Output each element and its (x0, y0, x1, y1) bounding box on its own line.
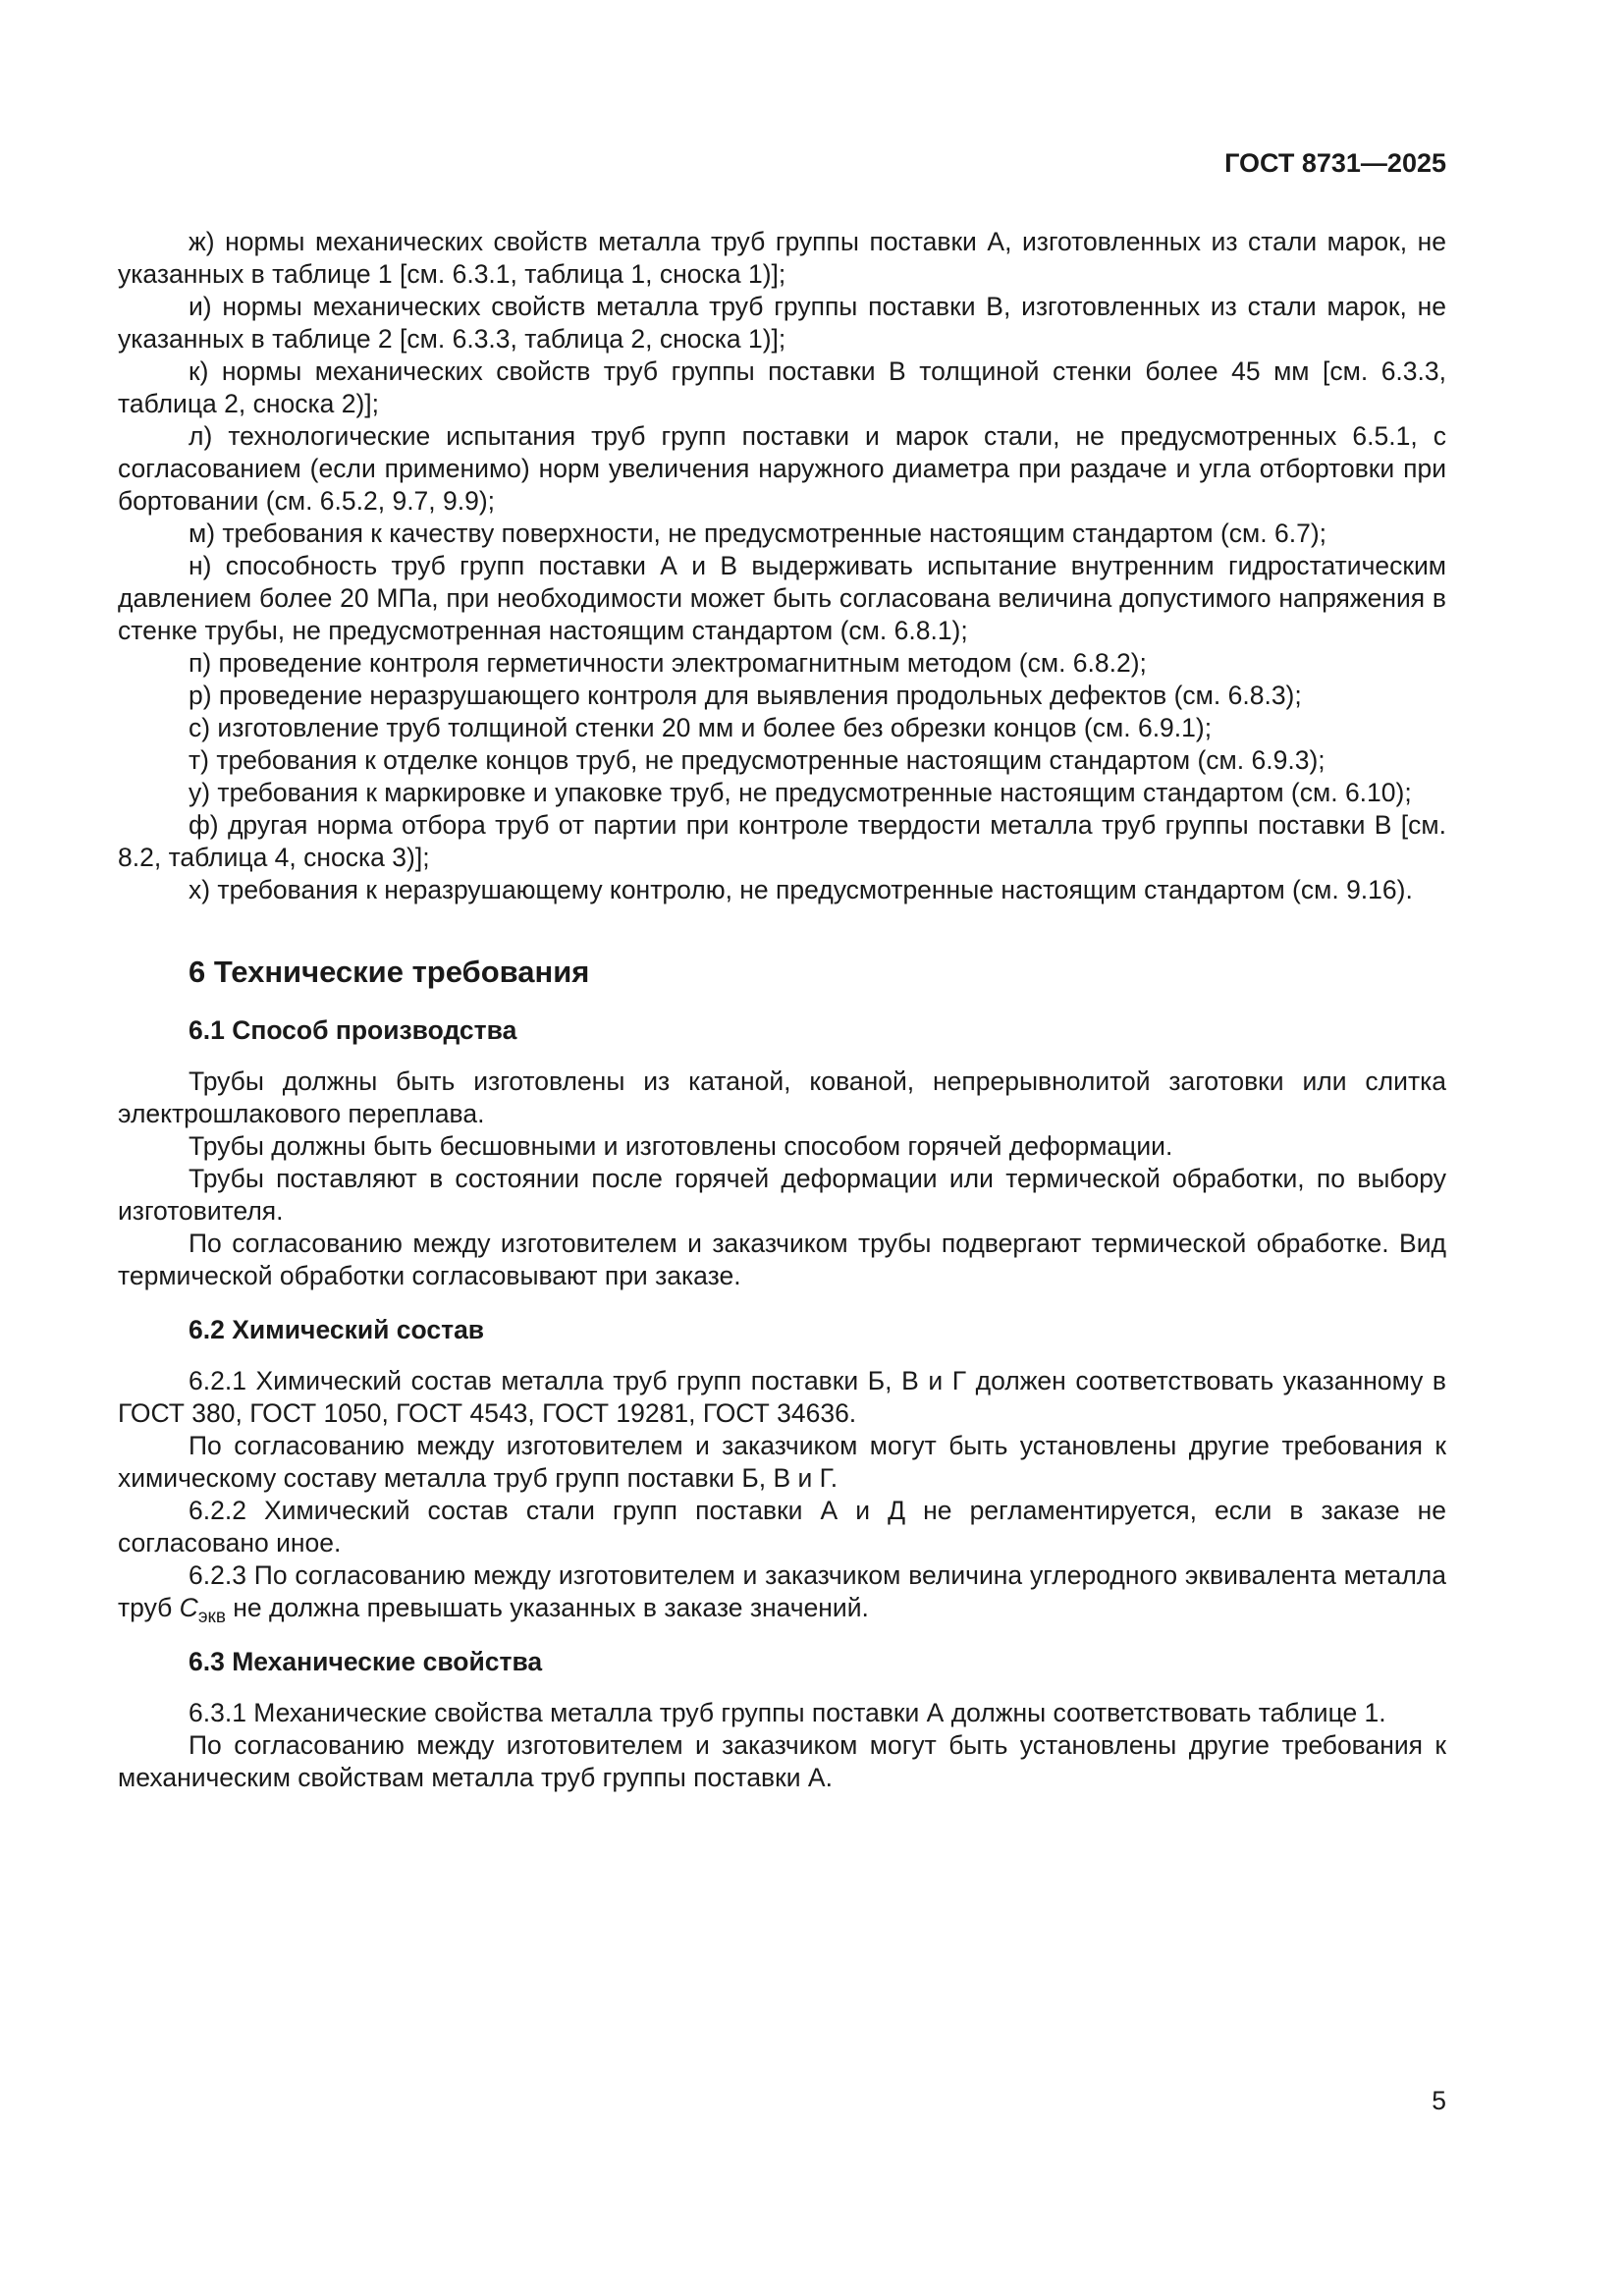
section-6-3-heading: 6.3 Механические свойства (189, 1647, 543, 1676)
list-item: х) требования к неразрушающему контролю, не предусмотренные настоящим стандартом (см. 9.16). (189, 875, 1413, 904)
paragraph-text: 6.2.3 По согласованию между изготовителем и заказчиком величина углеродного эквивалента металла труб (118, 1560, 1446, 1622)
list-item: п) проведение контроля герметичности электромагнитным методом (см. 6.8.2); (189, 648, 1147, 678)
section-6-heading: 6 Технические требования (189, 955, 590, 989)
paragraph: 6.2.1 Химический состав металла труб групп поставки Б, В и Г должен соответствовать указанному в ГОСТ 380, ГОСТ 1050, ГОСТ 4543, ГОСТ 19281, ГОСТ 34636. (118, 1366, 1446, 1428)
page-number: 5 (1432, 2086, 1446, 2115)
paragraph-6-2-3 (118, 1559, 1446, 1627)
list-item: н) способность труб групп поставки А и В выдерживать испытание внутренним гидростатическим давлением более 20 МПа, при необходимости может быть согласована величина допустимого напряжения в стенке трубы, не предусмотренная настоящим стандартом (см. 6.8.1); (118, 551, 1446, 645)
list-item: р) проведение неразрушающего контроля для выявления продольных дефектов (см. 6.8.3); (189, 681, 1302, 710)
section-6-1-heading: 6.1 Способ производства (189, 1015, 517, 1045)
paragraph: 6.2.2 Химический состав стали групп поставки А и Д не регламентируется, если в заказе не согласовано иное. (118, 1496, 1446, 1558)
requirements-list (118, 226, 1446, 906)
list-item: и) нормы механических свойств металла труб группы поставки В, изготовленных из стали марок, не указанных в таблице 2 [см. 6.3.3, таблица 2, сноска 1)]; (118, 292, 1446, 354)
paragraph: По согласованию между изготовителем и заказчиком могут быть установлены другие требования к механическим свойствам металла труб группы поставки А. (118, 1730, 1446, 1792)
paragraph-text: не должна превышать указанных в заказе значений. (225, 1593, 869, 1622)
paragraph: Трубы должны быть бесшовными и изготовлены способом горячей деформации. (189, 1131, 1173, 1161)
page-content (118, 226, 1446, 1794)
list-item: к) нормы механических свойств труб группы поставки В толщиной стенки более 45 мм [см. 6.3.3, таблица 2, сноска 2)]; (118, 356, 1446, 418)
list-item: с) изготовление труб толщиной стенки 20 мм и более без обрезки концов (см. 6.9.1); (189, 713, 1213, 742)
standard-designation: ГОСТ 8731—2025 (1224, 148, 1446, 178)
paragraph: Трубы поставляют в состоянии после горячей деформации или термической обработки, по выбору изготовителя. (118, 1164, 1446, 1226)
paragraph: По согласованию между изготовителем и заказчиком трубы подвергают термической обработке. Вид термической обработки согласовывают при заказе. (118, 1229, 1446, 1290)
section-6-2-heading: 6.2 Химический состав (189, 1315, 485, 1344)
list-item: т) требования к отделке концов труб, не предусмотренные настоящим стандартом (см. 6.9.3); (189, 745, 1325, 775)
list-item: у) требования к маркировке и упаковке труб, не предусмотренные настоящим стандартом (см. 6.10); (189, 778, 1412, 807)
formula-symbol: C (179, 1593, 198, 1622)
paragraph: Трубы должны быть изготовлены из катаной, кованой, непрерывнолитой заготовки или слитка электрошлакового переплава. (118, 1066, 1446, 1128)
list-item: м) требования к качеству поверхности, не предусмотренные настоящим стандартом (см. 6.7); (189, 519, 1327, 548)
list-item: ф) другая норма отбора труб от партии при контроле твердости металла труб группы поставки В [см. 8.2, таблица 4, сноска 3)]; (118, 810, 1446, 872)
list-item: ж) нормы механических свойств металла труб группы поставки А, изготовленных из стали марок, не указанных в таблице 1 [см. 6.3.1, таблица 1, сноска 1)]; (118, 227, 1446, 289)
paragraph: По согласованию между изготовителем и заказчиком могут быть установлены другие требования к химическому составу металла труб групп поставки Б, В и Г. (118, 1431, 1446, 1493)
paragraph: 6.3.1 Механические свойства металла труб группы поставки А должны соответствовать таблице 1. (189, 1698, 1386, 1727)
list-item: л) технологические испытания труб групп поставки и марок стали, не предусмотренных 6.5.1, с согласованием (если применимо) норм увеличения наружного диаметра при раздаче и угла отбортовки при бортовании (см. 6.5.2, 9.7, 9.9); (118, 421, 1446, 516)
carbon-equivalent-symbol (179, 1593, 226, 1627)
formula-subscript: экв (197, 1607, 226, 1627)
